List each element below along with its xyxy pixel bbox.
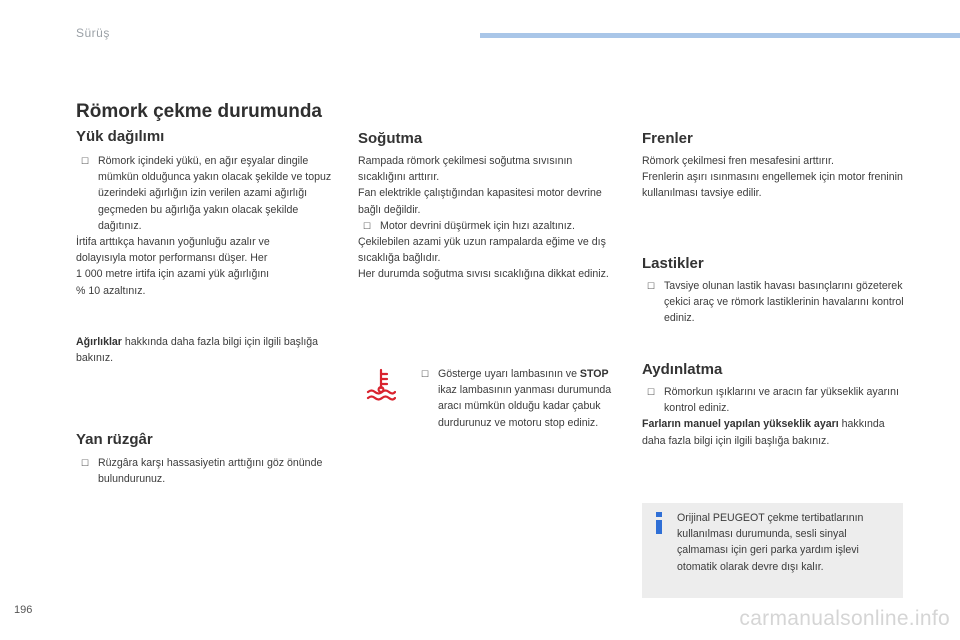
cooling-block	[358, 153, 620, 283]
watermark: carmanualsonline.info	[739, 607, 950, 630]
altitude-line-3: 1 000 metre irtifa için azami yük ağırlığını	[76, 268, 270, 281]
bullet-item	[642, 384, 904, 416]
bullet-item	[416, 366, 616, 431]
brakes-para-2: Frenlerin aşırı ısınmasını engellemek için motor freninin kullanılması tavsiye edilir.	[642, 171, 903, 200]
stop-label: STOP	[579, 368, 609, 380]
cooling-para-4: Her durumda soğutma sıvısı sıcaklığına dikkat ediniz.	[358, 268, 609, 281]
load-distribution-block	[76, 153, 340, 299]
headlight-ref-text: hakkında daha fazla bilgi için ilgili başlığa bakınız.	[642, 418, 885, 447]
heading-cooling: Soğutma	[358, 130, 423, 147]
headlight-reference	[642, 416, 904, 448]
bullet-marker-icon: ☐	[647, 387, 656, 397]
heading-tyres: Lastikler	[642, 255, 704, 272]
warning-block	[416, 366, 616, 431]
info-icon	[652, 512, 666, 534]
lighting-block	[642, 384, 904, 449]
lighting-bullet-text: Römorkun ışıklarını ve aracın far yükseklik ayarını kontrol ediniz.	[664, 386, 899, 415]
info-box	[642, 503, 903, 598]
altitude-line-4: % 10 azaltınız.	[76, 284, 146, 297]
crosswind-bullet-text: Rüzgâra karşı hassasiyetin arttığını göz önünde bulundurunuz.	[98, 457, 323, 486]
weights-link-text: Ağırlıklar	[76, 336, 122, 348]
weights-reference	[76, 334, 340, 366]
bullet-item	[76, 153, 340, 234]
warning-text-after: ikaz lambasının yanması durumunda aracı mümkün olduğu kadar çabuk durdurunuz ve motoru stop ediniz.	[438, 384, 612, 429]
header-bar	[480, 33, 960, 38]
bullet-marker-icon: ☐	[81, 458, 90, 468]
heading-brakes: Frenler	[642, 130, 693, 147]
altitude-paragraph	[76, 234, 340, 299]
brakes-block	[642, 153, 908, 202]
bullet-item	[642, 278, 904, 327]
heading-load-distribution: Yük dağılımı	[76, 128, 165, 145]
altitude-line-2: dolayısıyla motor performansı düşer. Her	[76, 252, 268, 265]
weights-ref-text: hakkında daha fazla bilgi için ilgili başlığa bakınız.	[76, 336, 319, 365]
cooling-para-1: Rampada römork çekilmesi soğutma sıvısının sıcaklığını arttırır.	[358, 155, 573, 184]
page-number: 196	[14, 604, 33, 616]
bullet-item	[76, 455, 340, 487]
warning-text-before: Gösterge uyarı lambasının ve	[438, 368, 580, 380]
tyres-block	[642, 278, 904, 327]
coolant-temperature-warning-icon	[366, 368, 396, 402]
section-label: Sürüş	[76, 26, 110, 40]
crosswind-block	[76, 455, 340, 487]
page-title: Römork çekme durumunda	[76, 101, 322, 122]
brakes-para-1: Römork çekilmesi fren mesafesini arttırır.	[642, 155, 834, 167]
cooling-bullet-text: Motor devrini düşürmek için hızı azaltınız.	[380, 219, 575, 232]
info-text: Orijinal PEUGEOT çekme tertibatlarının kullanılması durumunda, sesli sinyal çalmaması için geri parka yardım işlevi otomatik olarak devre dışı kalır.	[677, 512, 864, 573]
bullet-item	[358, 218, 620, 234]
cooling-para-3: Çekilebilen azami yük uzun rampalarda eğime ve dış sıcaklığa bağlıdır.	[358, 236, 606, 265]
bullet-marker-icon: ☐	[363, 220, 372, 231]
load-bullet-text: Römork içindeki yükü, en ağır eşyalar dingile mümkün olduğunca yakın olacak şekilde ve topuz üzerindeki ağırlığın izin verilen azami ağırlığı geçmeden bu ağırlığa yakın olacak şekilde dağıtınız.	[98, 155, 332, 232]
altitude-line-1: İrtifa arttıkça havanın yoğunluğu azalır ve	[76, 236, 270, 249]
bullet-marker-icon: ☐	[421, 369, 430, 379]
headlight-link-text: Farların manuel yapılan yükseklik ayarı	[642, 418, 839, 431]
cooling-para-2: Fan elektrikle çalıştığından kapasitesi motor devrine bağlı değildir.	[358, 187, 602, 216]
heading-crosswind: Yan rüzgâr	[76, 431, 153, 448]
bullet-marker-icon: ☐	[81, 156, 90, 166]
heading-lighting: Aydınlatma	[642, 361, 723, 378]
bullet-marker-icon: ☐	[647, 281, 656, 291]
tyres-bullet-text: Tavsiye olunan lastik havası basınçlarını gözeterek çekici araç ve römork lastiklerinin havalarını kontrol ediniz.	[664, 280, 904, 325]
